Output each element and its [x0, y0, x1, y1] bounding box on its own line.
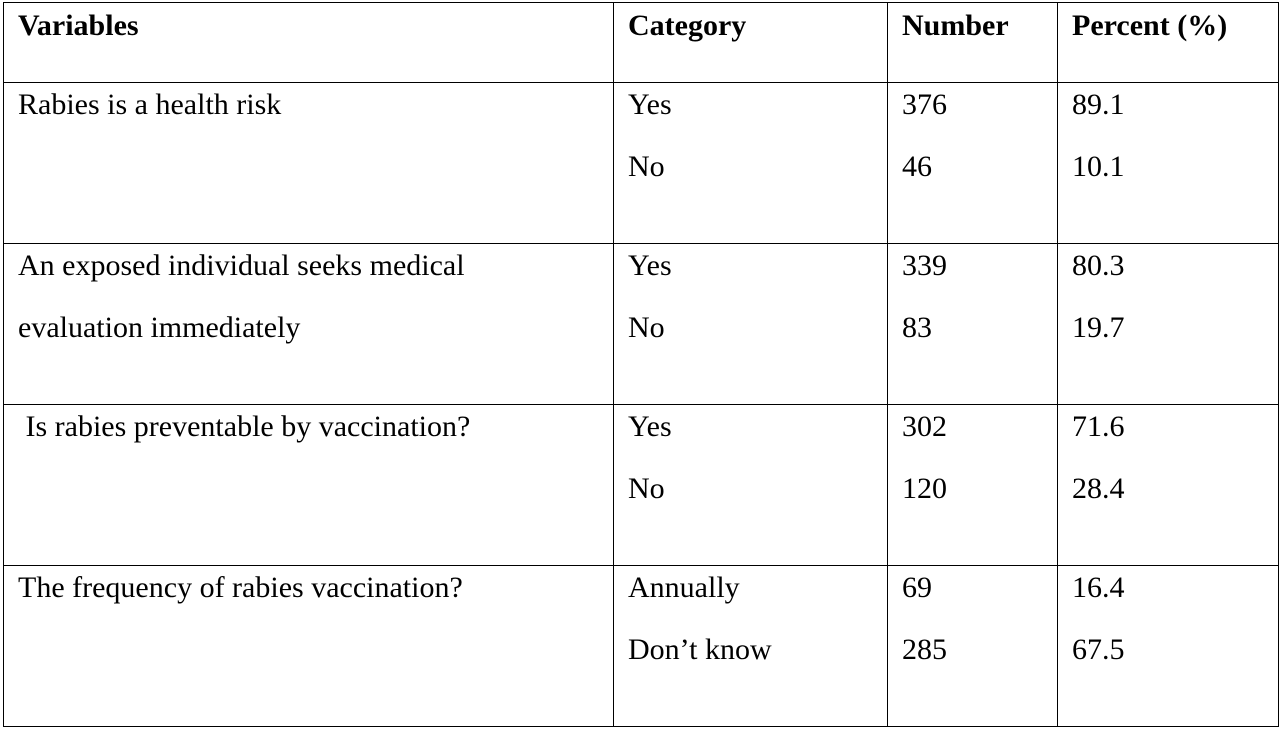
category-value: Yes [628, 249, 672, 282]
variable-text: The frequency of rabies vaccination? [18, 571, 463, 604]
number-value: 302 [902, 410, 947, 443]
table-body [4, 83, 1279, 727]
variable-text: Rabies is a health risk [18, 88, 282, 121]
category-value: Annually [628, 571, 740, 604]
percent-value: 16.4 [1072, 571, 1125, 604]
category-cell [614, 244, 888, 405]
data-table [3, 2, 1279, 727]
table-row [4, 83, 1279, 244]
number-value: 285 [902, 633, 947, 666]
percent-value: 67.5 [1072, 633, 1125, 666]
percent-cell [1058, 405, 1279, 566]
header-category-label: Category [628, 9, 747, 42]
table-row [4, 566, 1279, 727]
percent-value: 80.3 [1072, 249, 1125, 282]
variable-text: evaluation immediately [18, 311, 301, 344]
category-value: Don’t know [628, 633, 772, 666]
percent-value: 89.1 [1072, 88, 1125, 121]
table-row [4, 405, 1279, 566]
number-cell [888, 83, 1058, 244]
number-cell [888, 566, 1058, 727]
table-row [4, 244, 1279, 405]
category-value: No [628, 150, 665, 183]
variable-cell [4, 83, 614, 244]
category-value: No [628, 472, 665, 505]
percent-value: 10.1 [1072, 150, 1125, 183]
number-value: 69 [902, 571, 932, 604]
number-value: 120 [902, 472, 947, 505]
percent-value: 28.4 [1072, 472, 1125, 505]
variable-cell [4, 244, 614, 405]
number-cell [888, 405, 1058, 566]
category-value: No [628, 311, 665, 344]
percent-cell [1058, 566, 1279, 727]
number-value: 83 [902, 311, 932, 344]
variable-text: An exposed individual seeks medical [18, 249, 465, 282]
variable-text: Is rabies preventable by vaccination? [18, 410, 471, 443]
percent-value: 71.6 [1072, 410, 1125, 443]
variable-cell [4, 566, 614, 727]
number-value: 46 [902, 150, 932, 183]
number-value: 376 [902, 88, 947, 121]
category-cell [614, 83, 888, 244]
category-value: Yes [628, 88, 672, 121]
percent-cell [1058, 83, 1279, 244]
category-cell [614, 566, 888, 727]
variable-cell [4, 405, 614, 566]
percent-value: 19.7 [1072, 311, 1125, 344]
header-variables-label: Variables [18, 9, 139, 42]
category-value: Yes [628, 410, 672, 443]
header-number-label: Number [902, 9, 1009, 42]
percent-cell [1058, 244, 1279, 405]
number-value: 339 [902, 249, 947, 282]
header-percent-label: Percent (%) [1072, 9, 1228, 42]
number-cell [888, 244, 1058, 405]
category-cell [614, 405, 888, 566]
